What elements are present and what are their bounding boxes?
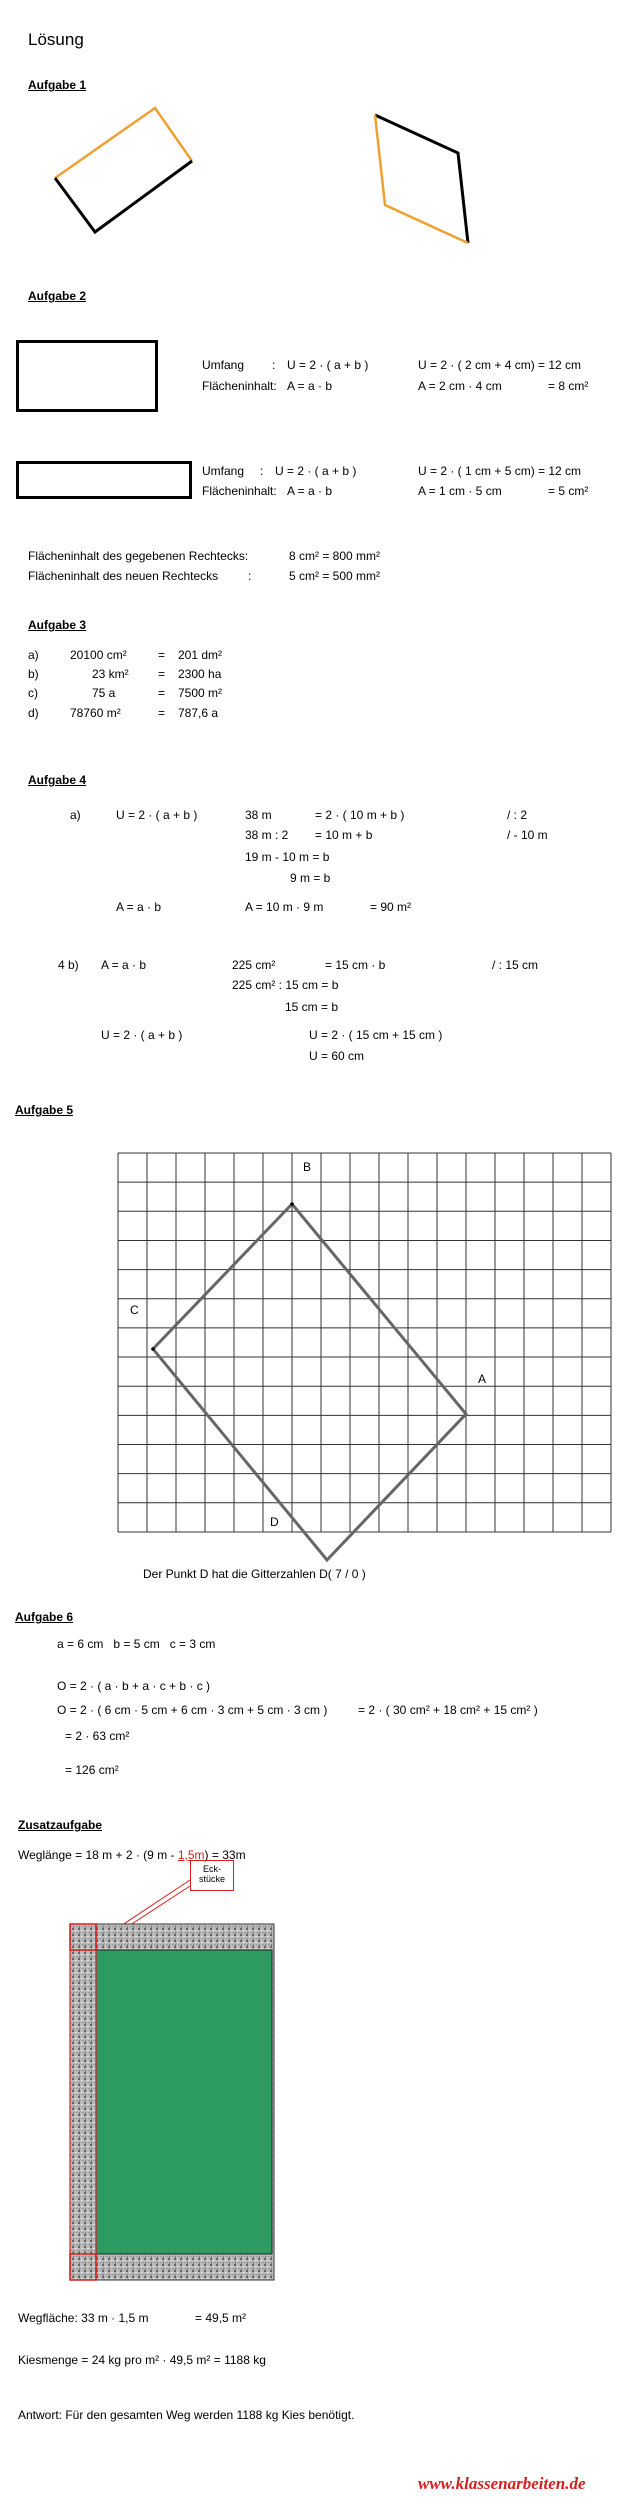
rectangle-abcd (153, 1204, 466, 1560)
aufgabe3-heading: Aufgabe 3 (28, 618, 87, 632)
point-b-label: B (303, 1160, 312, 1174)
garden-figure (0, 1850, 618, 2300)
a6-line3: = 2 · 63 cm² (65, 1729, 130, 1743)
rectangle-2x4 (16, 340, 158, 412)
antwort: Antwort: Für den gesamten Weg werden 1188 kg Kies benötigt. (18, 2408, 355, 2422)
a3-row-result: 7500 m² (178, 686, 223, 700)
a4a-label: a) (70, 808, 81, 822)
a4a-line3: 19 m - 10 m = b (245, 850, 330, 864)
a4b-formula: A = a · b (101, 958, 147, 972)
wegflaeche-result: = 49,5 m² (195, 2311, 247, 2325)
a4a-area-formula: A = a · b (116, 900, 162, 914)
a3-row-eq: = (158, 706, 166, 720)
r2-umfang-calc: U = 2 · ( 1 cm + 5 cm) = 12 cm (418, 464, 582, 478)
r2-umfang-label: Umfang (202, 464, 245, 478)
a4a-op1: / : 2 (507, 808, 528, 822)
grid-caption: Der Punkt D hat die Gitterzahlen D( 7 / 0 ) (143, 1567, 366, 1581)
a3-row-letter: b) (28, 667, 39, 681)
rect1-black-edges (55, 161, 192, 232)
aufgabe6-heading: Aufgabe 6 (15, 1610, 74, 1624)
a3-row-letter: a) (28, 648, 39, 662)
a4b-label: 4 b) (58, 958, 79, 972)
a4b-u-result: U = 60 cm (309, 1049, 365, 1063)
a4b-u-formula: U = 2 · ( a + b ) (101, 1028, 183, 1042)
new-area-label: Flächeninhalt des neuen Rechtecks (28, 569, 219, 583)
a3-row-result: 201 dm² (178, 648, 223, 662)
a3-row-eq: = (158, 686, 166, 700)
r1-flaeche-calc: A = 2 cm · 4 cm (418, 379, 502, 393)
a4a-formula: U = 2 · ( a + b ) (116, 808, 198, 822)
page-title: Lösung (28, 30, 84, 49)
lawn (96, 1950, 272, 2254)
a4a-area-calc: A = 10 m · 9 m (245, 900, 324, 914)
wegflaeche: Wegfläche: 33 m · 1,5 m (18, 2311, 149, 2325)
a6-given: a = 6 cm b = 5 cm c = 3 cm (57, 1637, 216, 1651)
a4b-line1-right: = 15 cm · b (325, 958, 386, 972)
a3-row-letter: d) (28, 706, 39, 720)
rectangle-1x5 (16, 461, 192, 499)
a4b-u-calc: U = 2 · ( 15 cm + 15 cm ) (309, 1028, 443, 1042)
a3-row-eq: = (158, 648, 166, 662)
aufgabe1-figures (0, 95, 618, 265)
a3-row-letter: c) (28, 686, 38, 700)
a3-row-result: 2300 ha (178, 667, 222, 681)
r2-flaeche-result: = 5 cm² (548, 484, 589, 498)
a4b-line3: 15 cm = b (285, 1000, 339, 1014)
a3-row-value: 78760 m² (70, 706, 121, 720)
a6-line2-right: = 2 · ( 30 cm² + 18 cm² + 15 cm² ) (358, 1703, 538, 1717)
rect1-orange-edges (55, 108, 192, 178)
r1-umfang-colon: : (272, 358, 276, 372)
r1-umfang-label: Umfang (202, 358, 245, 372)
a4a-line1-right: = 2 · ( 10 m + b ) (315, 808, 405, 822)
a3-row-value: 23 km² (92, 667, 129, 681)
r1-flaeche-label: Flächeninhalt: (202, 379, 277, 393)
a4b-line1: 225 cm² (232, 958, 276, 972)
rhombus-black-edges (375, 115, 468, 243)
point-c-label: C (130, 1303, 139, 1317)
r2-flaeche-label: Flächeninhalt: (202, 484, 277, 498)
given-area-value: 8 cm² = 800 mm² (289, 549, 381, 563)
a6-line4: = 126 cm² (65, 1763, 119, 1777)
a3-row-value: 20100 cm² (70, 648, 127, 662)
weglaenge-red: 1,5m (177, 1848, 205, 1862)
aufgabe5-heading: Aufgabe 5 (15, 1103, 74, 1117)
r2-flaeche-calc: A = 1 cm · 5 cm (418, 484, 502, 498)
point-d-label: D (270, 1515, 279, 1529)
a4a-line2-right: = 10 m + b (315, 828, 373, 842)
given-area-label: Flächeninhalt des gegebenen Rechtecks: (28, 549, 249, 563)
a4a-line2: 38 m : 2 (245, 828, 289, 842)
gridlines (118, 1153, 611, 1532)
a4a-area-result: = 90 m² (370, 900, 412, 914)
aufgabe4-heading: Aufgabe 4 (28, 773, 87, 787)
new-area-value: 5 cm² = 500 mm² (289, 569, 381, 583)
weglaenge-suffix: ) = 33m (204, 1848, 246, 1862)
point-c-marker (151, 1347, 155, 1351)
zusatz-heading: Zusatzaufgabe (18, 1818, 103, 1832)
r2-umfang-colon: : (260, 464, 264, 478)
r1-flaeche-formula: A = a · b (287, 379, 333, 393)
a6-line1: O = 2 · ( a · b + a · c + b · c ) (57, 1679, 211, 1693)
watermark: www.klassenarbeiten.de (418, 2474, 586, 2493)
r2-flaeche-formula: A = a · b (287, 484, 333, 498)
weglaenge-prefix: Weglänge = 18 m + 2 · (9 m - (18, 1848, 178, 1862)
a4b-op1: / : 15 cm (492, 958, 539, 972)
a3-row-value: 75 a (92, 686, 116, 700)
grid-figure (0, 1140, 618, 1570)
aufgabe2-heading: Aufgabe 2 (28, 289, 87, 303)
a6-line2: O = 2 · ( 6 cm · 5 cm + 6 cm · 3 cm + 5 cm · 3 cm ) (57, 1703, 328, 1717)
r1-umfang-calc: U = 2 · ( 2 cm + 4 cm) = 12 cm (418, 358, 582, 372)
r1-umfang-formula: U = 2 · ( a + b ) (287, 358, 369, 372)
a4a-op2: / - 10 m (507, 828, 548, 842)
point-a-label: A (478, 1372, 487, 1386)
new-area-colon: : (248, 569, 252, 583)
a3-row-result: 787,6 a (178, 706, 219, 720)
aufgabe1-heading: Aufgabe 1 (28, 78, 87, 92)
point-b-marker (290, 1202, 294, 1206)
a3-row-eq: = (158, 667, 166, 681)
eckstuecke-callout: Eck- stücke (190, 1860, 234, 1891)
r1-flaeche-result: = 8 cm² (548, 379, 589, 393)
a4b-line2: 225 cm² : 15 cm = b (232, 978, 339, 992)
a4a-line1: 38 m (245, 808, 272, 822)
r2-umfang-formula: U = 2 · ( a + b ) (275, 464, 357, 478)
a4a-line4: 9 m = b (290, 871, 331, 885)
kiesmenge: Kiesmenge = 24 kg pro m² · 49,5 m² = 1188 kg (18, 2353, 266, 2367)
rhombus-orange-edges (375, 115, 468, 243)
